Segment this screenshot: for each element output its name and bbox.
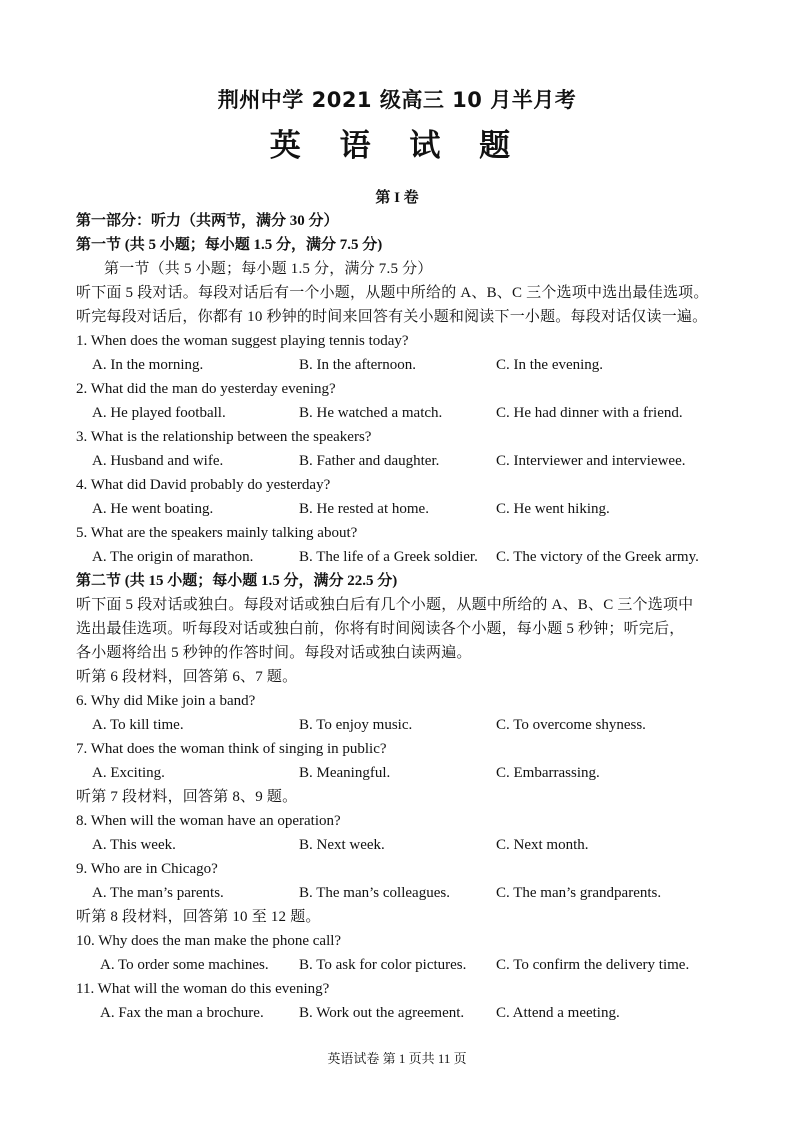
option-8c: C. Next month.: [496, 837, 589, 853]
option-5a: A. The origin of marathon.: [92, 549, 254, 565]
material-6-note: 听第 6 段材料，回答第 6、7 题。: [76, 669, 298, 685]
option-9a: A. The man’s parents.: [92, 885, 224, 901]
material-7-note: 听第 7 段材料，回答第 8、9 题。: [76, 789, 298, 805]
option-8b: B. Next week.: [299, 837, 385, 853]
page-footer: 英语试卷 第 1 页共 11 页: [327, 1051, 467, 1066]
section2-instruction-2: 选出最佳选项。听每段对话或独白前，你将有时间阅读各个小题，每小题 5 秒钟；听完后，: [76, 621, 685, 637]
section2-heading: 第二节 (共 15 小题；每小题 1.5 分，满分 22.5 分): [76, 573, 398, 589]
question-11: 11. What will the woman do this evening?: [76, 981, 330, 997]
option-6c: C. To overcome shyness.: [496, 717, 646, 733]
option-10c: C. To confirm the delivery time.: [496, 957, 690, 973]
section1-instruction-2: 听完每段对话后，你都有 10 秒钟的时间来回答有关小题和阅读下一小题。每段对话仅读一遍。: [76, 309, 708, 325]
material-8-note: 听第 8 段材料，回答第 10 至 12 题。: [76, 909, 321, 925]
option-11a: A. Fax the man a brochure.: [100, 1005, 264, 1021]
option-5b: B. The life of a Greek soldier.: [299, 549, 478, 565]
option-3b: B. Father and daughter.: [299, 453, 440, 469]
option-4c: C. He went hiking.: [496, 501, 610, 517]
question-10: 10. Why does the man make the phone call?: [76, 933, 342, 949]
subject-title: 英 语 试 题: [269, 128, 525, 164]
option-11c: C. Attend a meeting.: [496, 1005, 620, 1021]
question-8: 8. When will the woman have an operation?: [76, 813, 341, 829]
option-1b: B. In the afternoon.: [299, 357, 417, 373]
option-6a: A. To kill time.: [92, 717, 184, 733]
option-4a: A. He went boating.: [92, 501, 214, 517]
option-5c: C. The victory of the Greek army.: [496, 549, 699, 565]
question-6: 6. Why did Mike join a band?: [76, 693, 256, 709]
option-3c: C. Interviewer and interviewee.: [496, 453, 686, 469]
option-10a: A. To order some machines.: [100, 957, 269, 973]
question-5: 5. What are the speakers mainly talking about?: [76, 525, 358, 541]
option-9c: C. The man’s grandparents.: [496, 885, 662, 901]
option-3a: A. Husband and wife.: [92, 453, 224, 469]
question-2: 2. What did the man do yesterday evening?: [76, 381, 336, 397]
option-7b: B. Meaningful.: [299, 765, 391, 781]
section1-subheading: 第一节（共 5 小题；每小题 1.5 分，满分 7.5 分）: [104, 261, 433, 277]
question-3: 3. What is the relationship between the speakers?: [76, 429, 372, 445]
question-9: 9. Who are in Chicago?: [76, 861, 218, 877]
option-8a: A. This week.: [92, 837, 176, 853]
section1-heading: 第一节 (共 5 小题；每小题 1.5 分，满分 7.5 分): [76, 237, 383, 253]
option-2a: A. He played football.: [92, 405, 226, 421]
option-2b: B. He watched a match.: [299, 405, 443, 421]
question-7: 7. What does the woman think of singing in public?: [76, 741, 387, 757]
section1-instruction-1: 听下面 5 段对话。每段对话后有一个小题，从题中所给的 A、B、C 三个选项中选出最佳选项。: [76, 285, 709, 301]
option-10b: B. To ask for color pictures.: [299, 957, 467, 973]
section2-instruction-1: 听下面 5 段对话或独白。每段对话或独白后有几个小题，从题中所给的 A、B、C 三个选项中: [76, 597, 694, 613]
exam-title: 荆州中学 2021 级高三 10 月半月考: [217, 88, 577, 112]
option-9b: B. The man’s colleagues.: [299, 885, 450, 901]
question-4: 4. What did David probably do yesterday?: [76, 477, 331, 493]
option-6b: B. To enjoy music.: [299, 717, 413, 733]
option-7c: C. Embarrassing.: [496, 765, 600, 781]
option-4b: B. He rested at home.: [299, 501, 429, 517]
option-11b: B. Work out the agreement.: [299, 1005, 465, 1021]
option-7a: A. Exciting.: [92, 765, 165, 781]
volume-label: 第 I 卷: [375, 190, 419, 206]
question-1: 1. When does the woman suggest playing tennis today?: [76, 333, 409, 349]
section2-instruction-3: 各小题将给出 5 秒钟的作答时间。每段对话或独白读两遍。: [76, 645, 472, 661]
option-2c: C. He had dinner with a friend.: [496, 405, 683, 421]
option-1a: A. In the morning.: [92, 357, 204, 373]
option-1c: C. In the evening.: [496, 357, 604, 373]
part1-heading: 第一部分：听力（共两节，满分 30 分）: [76, 213, 339, 229]
